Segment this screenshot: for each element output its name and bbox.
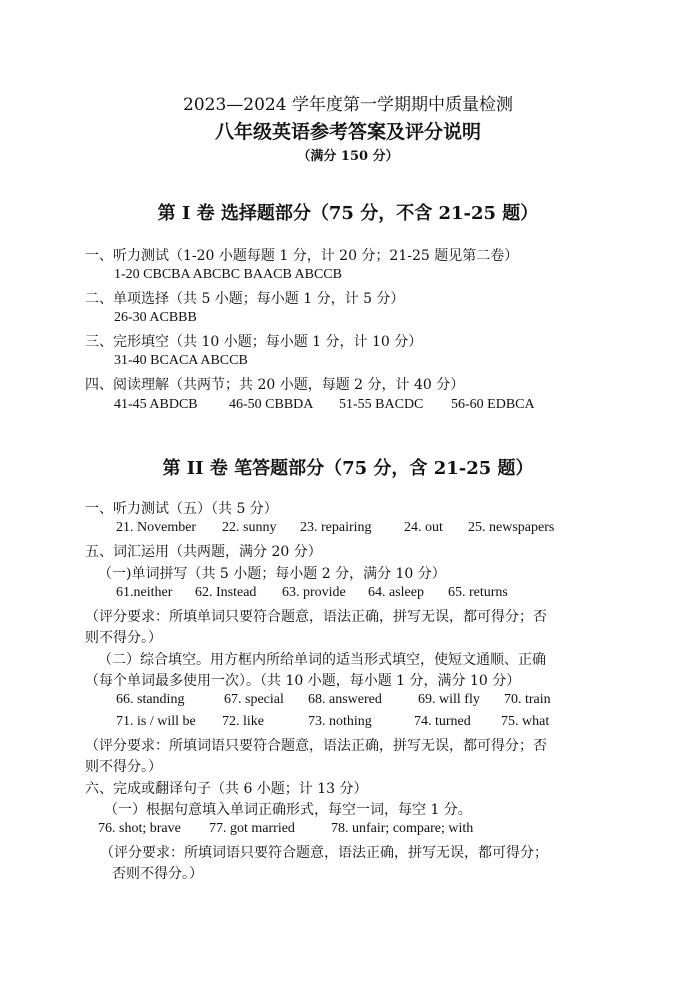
- p2-q5-1-answers: [116, 585, 508, 601]
- answer-item: 78. unfair; compare; with: [331, 821, 474, 836]
- answer-item: 67. special: [224, 692, 284, 707]
- p2-note-1-cont: 则不得分。）: [85, 630, 162, 646]
- answer-item: 68. answered: [308, 692, 382, 707]
- p2-q6-label: 六、完成或翻译句子（共 6 小题；计 13 分）: [85, 781, 368, 797]
- answer-item: 74. turned: [414, 714, 471, 729]
- answer-item: 62. Instead: [195, 585, 257, 600]
- answer-item: 22. sunny: [222, 520, 277, 535]
- p2-q5-2-answers-a: [116, 692, 551, 708]
- part1-heading: 第 I 卷 选择题部分（75 分，不含 21-25 题）: [157, 203, 539, 224]
- answer-item: 77. got married: [209, 821, 295, 836]
- p1-q4-label: 四、阅读理解（共两节；共 20 小题，每题 2 分，计 40 分）: [85, 377, 465, 393]
- p2-note-2-cont: 则不得分。）: [85, 759, 162, 775]
- answer-item: 65. returns: [448, 585, 508, 600]
- answer-item: 66. standing: [116, 692, 185, 707]
- p1-q1-answers: 1-20 CBCBA ABCBC BAACB ABCCB: [114, 267, 342, 282]
- doc-title: 2023—2024 学年度第一学期期中质量检测: [183, 95, 513, 115]
- part2-heading: 第 II 卷 笔答题部分（75 分，含 21-25 题）: [162, 458, 534, 479]
- answer-item: 70. train: [504, 692, 551, 707]
- p1-q2-label: 二、单项选择（共 5 小题；每小题 1 分，计 5 分）: [85, 291, 405, 307]
- p2-q1-answers: [116, 520, 554, 536]
- p2-q5-2-label: （二）综合填空。用方框内所给单词的适当形式填空，使短文通顺、正确: [98, 652, 546, 668]
- answer-item: 64. asleep: [368, 585, 424, 600]
- full-score: （满分 150 分）: [297, 149, 399, 164]
- p2-note-3-cont: 否则不得分。）: [112, 866, 203, 882]
- p2-q5-label: 五、词汇运用（共两题，满分 20 分）: [85, 544, 322, 560]
- p1-q3-answers: 31-40 BCACA ABCCB: [114, 353, 248, 368]
- p1-q2-answers: 26-30 ACBBB: [114, 310, 197, 325]
- answer-item: 72. like: [222, 714, 264, 729]
- answer-item: 63. provide: [282, 585, 346, 600]
- answer-item: 24. out: [404, 520, 443, 535]
- p2-q1-label: 一、听力测试（五）（共 5 分）: [85, 501, 278, 517]
- p2-note-3: （评分要求：所填词语只要符合题意，语法正确，拼写无误，都可得分；: [100, 845, 548, 861]
- answer-item: 21. November: [116, 520, 197, 535]
- answer-group: 41-45 ABDCB: [114, 397, 198, 412]
- p2-q5-2-label-cont: （每个单词最多使用一次）。（共 10 小题，每小题 1 分，满分 10 分）: [85, 673, 521, 689]
- answer-item: 73. nothing: [308, 714, 372, 729]
- answer-item: 25. newspapers: [468, 520, 555, 535]
- p2-note-1: （评分要求：所填单词只要符合题意，语法正确，拼写无误，都可得分；否: [85, 609, 547, 625]
- answer-item: 23. repairing: [300, 520, 372, 535]
- answer-item: 61.neither: [116, 585, 173, 600]
- answer-group: 56-60 EDBCA: [451, 397, 535, 412]
- answer-group: 51-55 BACDC: [339, 397, 424, 412]
- p2-q6-1-answers: [98, 821, 473, 837]
- answer-item: 71. is / will be: [116, 714, 196, 729]
- p1-q3-label: 三、完形填空（共 10 小题；每小题 1 分，计 10 分）: [85, 334, 423, 350]
- answer-item: 69. will fly: [418, 692, 480, 707]
- p1-q4-answers: [114, 397, 535, 413]
- answer-item: 76. shot; brave: [98, 821, 181, 836]
- p2-q5-1-label: （一)单词拼写（共 5 小题；每小题 2 分，满分 10 分）: [98, 566, 446, 582]
- doc-subtitle: 八年级英语参考答案及评分说明: [214, 121, 481, 143]
- p2-q6-1-label: （一）根据句意填入单词正确形式，每空一词，每空 1 分。: [104, 802, 472, 818]
- p1-q1-label: 一、听力测试（1-20 小题每题 1 分，计 20 分；21-25 题见第二卷）: [85, 248, 519, 264]
- answer-group: 46-50 CBBDA: [229, 397, 314, 412]
- p2-q5-2-answers-b: [116, 714, 549, 730]
- p2-note-2: （评分要求：所填词语只要符合题意，语法正确，拼写无误，都可得分；否: [85, 738, 547, 754]
- answer-item: 75. what: [501, 714, 550, 729]
